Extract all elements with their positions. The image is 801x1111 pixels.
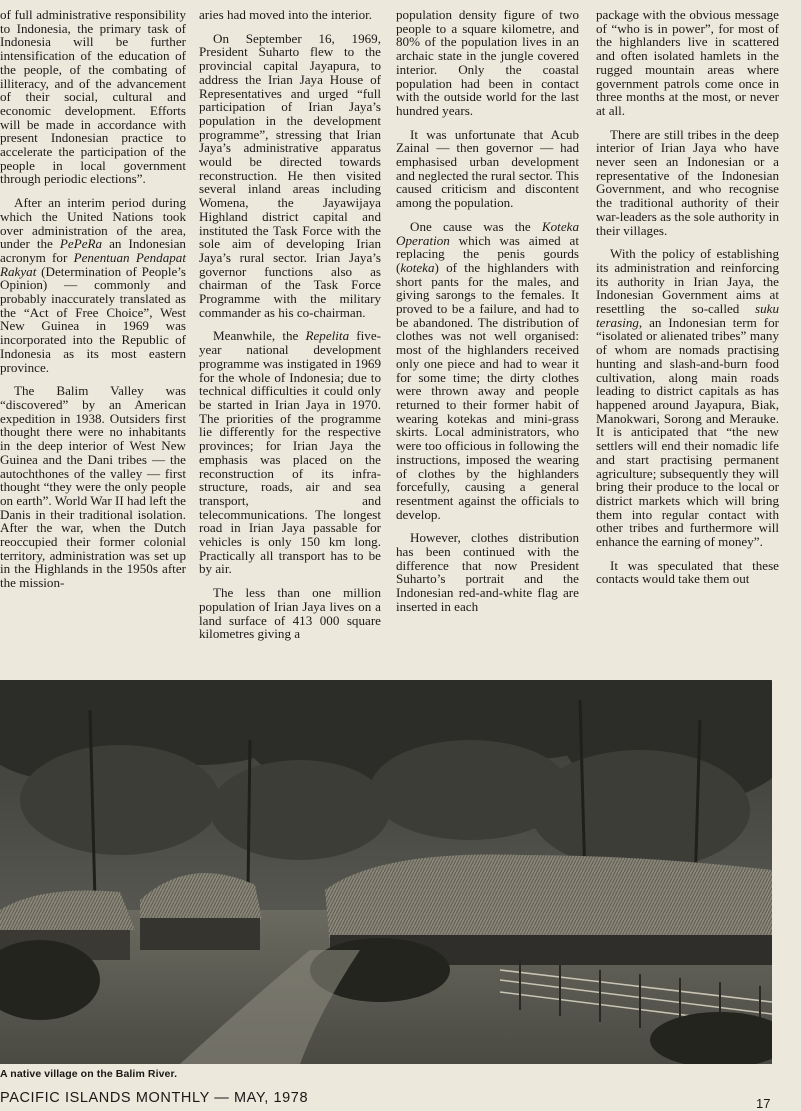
paragraph: population density figure of two people to a square kilometre, and 80% of the population lives in an archaic state in the jungle covered interior. Only the coastal population had been in contact with the outside world for the last hundred years. [396, 7, 579, 118]
paragraph: On September 16, 1969, President Suharto flew to the provincial capital Jayapura, to address the Irian Jaya House of Representatives and urged “full participation of Irian Jaya’s population in the development programme”, stressing that Irian Jaya’s administrative apparatus would be directed towards reconstruction. He then visited several inland areas including Womena, the Jayawijaya Highland district capital and instituted the Task Force with the sole aim of developing Irian Jaya’s rural sector. Irian Jaya’s governor functions also as chairman of the Task Force Programme with the military commander as his co-chairman. [199, 30, 381, 320]
paragraph: After an interim period during which the United Nations took over administration of the area, under the PePeRa an Indonesian acronym for Penentuan Pendapat Rakyat (Determination of People’s Opinion) — commonly and probably inaccurately translated as the “Act of Free Choice”, West New Guinea in 1969 was incorporated into the Republic of Indonesia as its most eastern province. [0, 195, 186, 375]
paragraph: It was unfortunate that Acub Zainal — then governor — had emphasised urban development and neglected the rural sector. This caused criticism and discontent among the population. [396, 126, 580, 211]
paragraph: One cause was the Koteka Operation which was aimed at replacing the penis gourds (koteka) of the highlanders with short pants for the males, and giving sarongs to the females. It proved to be a failure, and had to be abandoned. The distribution of clothes was not well organised: most of the highlanders received only one piece and had to wear it for some time; the dirty clothes were thrown away and people returned to their former habit of wearing kotekas and mini-grass skirts. Local administrators, who were too officious in following the instructions, imposed the wearing of clothes by the highlanders forcefully, causing a general resentment against the officials to develop. [396, 218, 579, 522]
paragraph: package with the obvious message of “who is in power”, for most of the highlanders live in scattered and often isolated hamlets in the rugged mountain areas where government patrols come once in three months at the most, or never at all. [596, 7, 779, 118]
article-column-2 [199, 8, 381, 641]
paragraph: aries had moved into the interior. [199, 7, 373, 22]
photo-caption: A native village on the Balim River. [0, 1068, 178, 1080]
paragraph: With the policy of establishing its administration and reinforcing its authority in Irian Jaya, the Indonesian Government aims at resettling the so-called suku terasing, an Indonesian term for “isolated or alienated tribes” many of whom are nomads practising hunting and slash-and-burn food cultivation, along main roads leading to district capitals as has happened around Jayapura, Biak, Manokwari, Sorong and Merauke. It is anticipated that “the new settlers will end their nomadic life and start practising permanent agriculture; subsequently they will bring their produce to the local or district markets which will bring them into regular contact with other tribes and furthermore will enhance the earning of money”. [596, 246, 779, 550]
village-photo [0, 680, 772, 1064]
paragraph: There are still tribes in the deep interior of Irian Jaya who have never seen an Indonesian or a representative of the Indonesian Government, and who recognise the traditional authority of their war-leaders as the sole authority in their villages. [596, 126, 779, 238]
paragraph: The Balim Valley was “discovered” by an American expedition in 1938. Outsiders first thought there were no inhabitants in the deep interior of West New Guinea and the Dani tribes — the autochthones of the valley — first thought “they were the only people on earth”. World War II had left the Danis in their traditional isolation. After the war, when the Dutch reoccupied their former colonial territory, administration was set up in the Highlands in the 1950s after the mission- [0, 383, 186, 591]
paragraph: However, clothes distribution has been continued with the difference that now President Suharto’s portrait and the Indonesian red-and-white flag are inserted in each [396, 530, 579, 614]
village-photo-illustration [0, 680, 772, 1064]
paragraph: The less than one million population of Irian Jaya lives on a land surface of 413 000 square kilometres giving a [199, 585, 381, 642]
page-number: 17 [756, 1096, 771, 1111]
article-column-1 [0, 8, 186, 590]
paragraph: of full administrative responsibility to Indonesia, the primary task of Indonesia will be further intensification of the education of the people, of the combating of illiteracy, and of the advancement of their social, cultural and economic development. Efforts will be made in accordance with present Indonesian practice to accelerate the participation of the people in local government through periodic elections”. [0, 7, 186, 187]
paragraph: Meanwhile, the Repelita five-year national development programme was instigated in 1969 for the whole of Indonesia; due to technical difficulties it could only be started in Irian Jaya in 1970. The priorities of the programme lie differently for the respective provinces; for Irian Jaya the emphasis was placed on the reconstruction of its infra-structure, roads, air and sea transport, and telecommunications. The longest road in Irian Jaya passable for vehicles is only 150 km long. Practically all transport has to be by air. [199, 328, 381, 577]
article-column-3 [396, 8, 579, 614]
article-column-4 [596, 8, 779, 586]
paragraph: It was speculated that these contacts would take them out [596, 557, 779, 587]
publication-footer: PACIFIC ISLANDS MONTHLY — MAY, 1978 [0, 1090, 309, 1106]
